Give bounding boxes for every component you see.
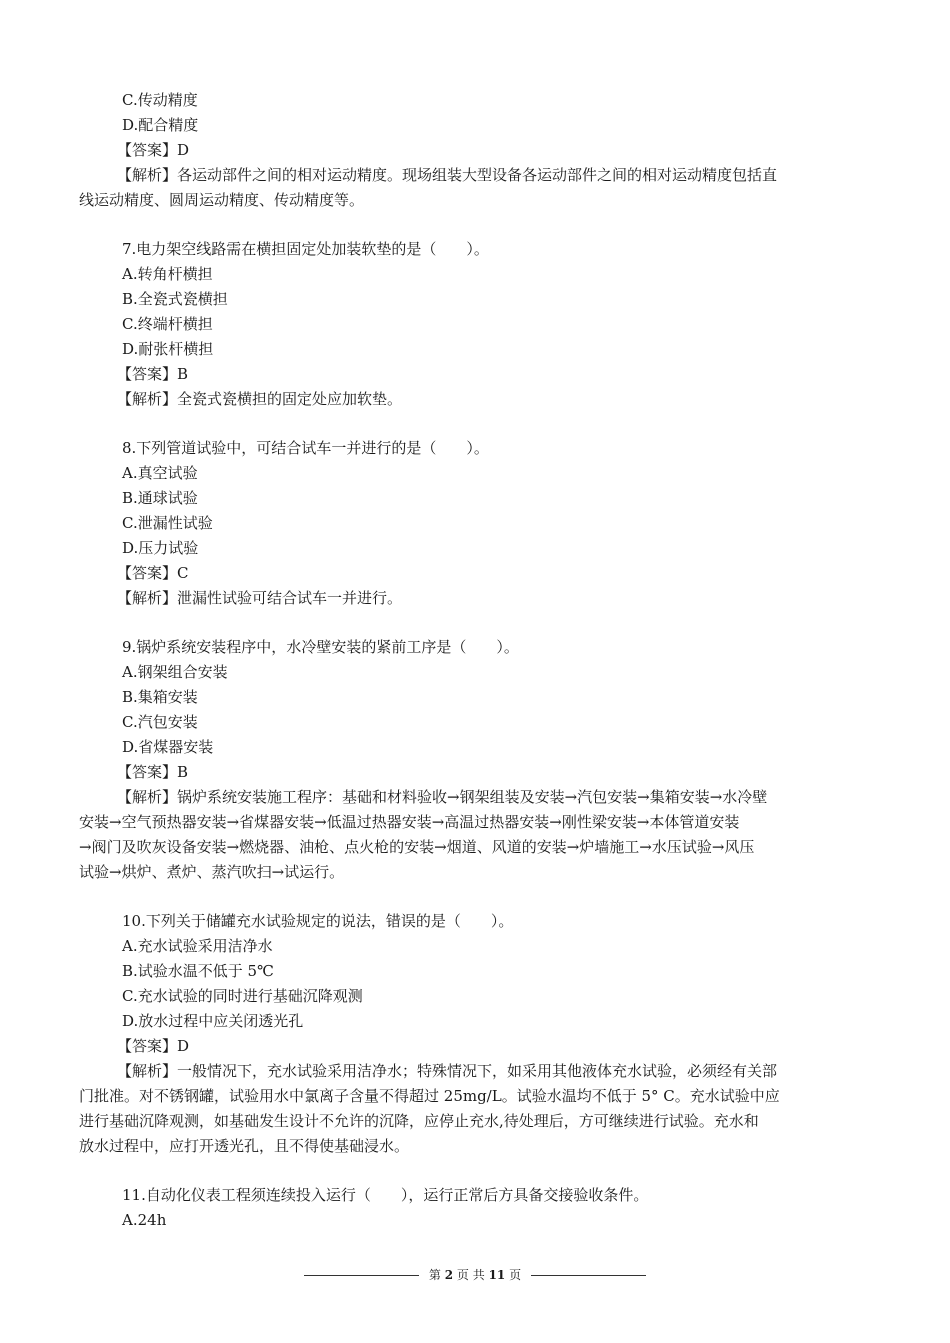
q10-analysis [79, 1059, 867, 1159]
q8-option-d: D.压力试验 [122, 539, 199, 557]
q6-answer: 【答案】D [117, 141, 190, 159]
footer-suffix: 页 [509, 1268, 522, 1282]
footer-total-pages: 11 [488, 1268, 506, 1282]
q10-answer: 【答案】D [117, 1037, 190, 1055]
q7-option-d: D.耐张杆横担 [122, 340, 214, 358]
q8-option-b: B.通球试验 [122, 489, 198, 507]
q9-analysis-line-1: 【解析】锅炉系统安装施工程序：基础和材料验收→钢架组装及安装→汽包安装→集箱安装→水冷壁 [117, 788, 768, 806]
q6-option-d: D.配合精度 [122, 116, 199, 134]
q7-option-a: A.转角杆横担 [122, 265, 213, 283]
q10-analysis-line-1: 【解析】一般情况下，充水试验采用洁净水；特殊情况下，如采用其他液体充水试验，必须经有关部 [117, 1062, 778, 1080]
footer-rule-right [531, 1275, 646, 1276]
q10-analysis-line-2: 门批准。对不锈钢罐，试验用水中氯离子含量不得超过 25mg/L。试验水温均不低于 5° C。充水试验中应 [79, 1087, 780, 1105]
footer-rule-left [304, 1275, 419, 1276]
q9-analysis-line-2: 安装→空气预热器安装→省煤器安装→低温过热器安装→高温过热器安装→刚性梁安装→本体管道安装 [79, 813, 740, 831]
q8-option-c: C.泄漏性试验 [122, 514, 213, 532]
q9-analysis [79, 785, 867, 885]
q10-option-c: C.充水试验的同时进行基础沉降观测 [122, 987, 363, 1005]
q7-option-b: B.全瓷式瓷横担 [122, 290, 228, 308]
page-content [79, 88, 867, 1233]
q9-option-d: D.省煤器安装 [122, 738, 214, 756]
q6-analysis-line-2: 线运动精度、圆周运动精度、传动精度等。 [79, 191, 365, 209]
q6-option-c: C.传动精度 [122, 91, 198, 109]
q7-answer: 【答案】B [117, 365, 189, 383]
q6-analysis-line-1: 【解析】各运动部件之间的相对运动精度。现场组装大型设备各运动部件之间的相对运动精度包括直 [117, 166, 778, 184]
q10-analysis-line-3: 进行基础沉降观测，如基础发生设计不允许的沉降，应停止充水,待处理后，方可继续进行试验。充水和 [79, 1112, 759, 1130]
q7-option-c: C.终端杆横担 [122, 315, 213, 333]
page-footer [0, 1266, 950, 1284]
q10-stem: 10.下列关于储罐充水试验规定的说法，错误的是（ ）。 [122, 912, 514, 930]
q11-stem: 11.自动化仪表工程须连续投入运行（ ），运行正常后方具备交接验收条件。 [122, 1186, 649, 1204]
q9-answer: 【答案】B [117, 763, 189, 781]
q10-option-a: A.充水试验采用洁净水 [122, 937, 273, 955]
q10-option-d: D.放水过程中应关闭透光孔 [122, 1012, 304, 1030]
q9-option-c: C.汽包安装 [122, 713, 198, 731]
q6-analysis [79, 163, 867, 213]
footer-middle: 页 共 [456, 1268, 485, 1282]
footer-page-number: 2 [444, 1268, 454, 1282]
q9-option-b: B.集箱安装 [122, 688, 198, 706]
q7-stem: 7.电力架空线路需在横担固定处加装软垫的是（ ）。 [122, 240, 489, 258]
q8-stem: 8.下列管道试验中，可结合试车一并进行的是（ ）。 [122, 439, 489, 457]
q10-option-b: B.试验水温不低于 5℃ [122, 962, 274, 980]
q8-analysis: 【解析】泄漏性试验可结合试车一并进行。 [117, 589, 403, 607]
q7-analysis: 【解析】全瓷式瓷横担的固定处应加软垫。 [117, 390, 403, 408]
footer-prefix: 第 [428, 1268, 441, 1282]
q9-analysis-line-3: →阀门及吹灰设备安装→燃烧器、油枪、点火枪的安装→烟道、风道的安装→炉墙施工→水压试验→风压 [79, 838, 755, 856]
q8-option-a: A.真空试验 [122, 464, 198, 482]
q8-answer: 【答案】C [117, 564, 189, 582]
q9-option-a: A.钢架组合安装 [122, 663, 228, 681]
q9-analysis-line-4: 试验→烘炉、煮炉、蒸汽吹扫→试运行。 [79, 863, 345, 881]
q11-option-a: A.24h [122, 1211, 167, 1229]
q10-analysis-line-4: 放水过程中，应打开透光孔，且不得使基础浸水。 [79, 1137, 410, 1155]
q9-stem: 9.锅炉系统安装程序中，水冷壁安装的紧前工序是（ ）。 [122, 638, 519, 656]
